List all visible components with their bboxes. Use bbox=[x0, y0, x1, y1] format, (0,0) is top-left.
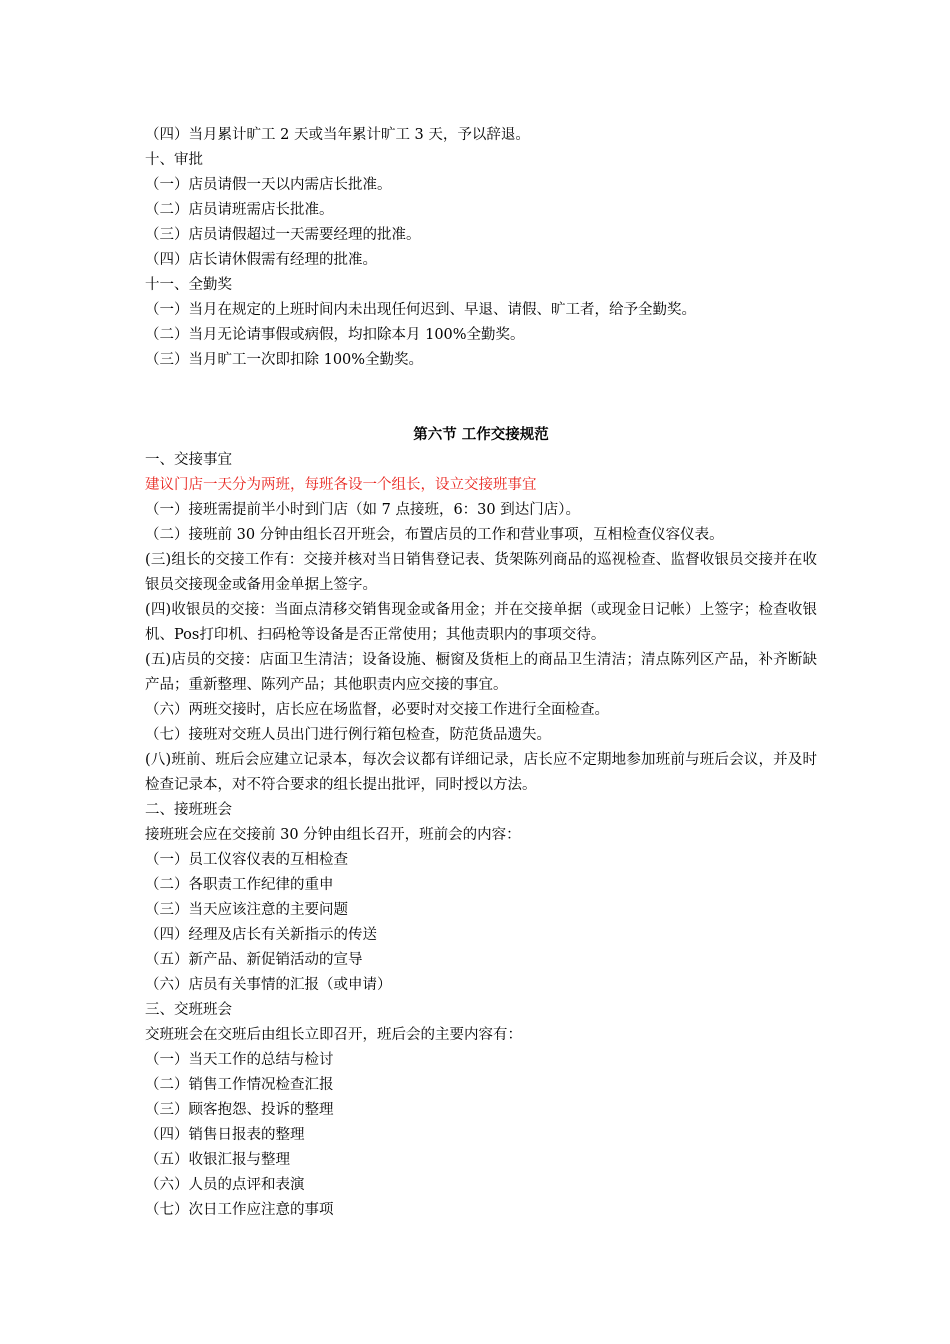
meeting-item: （三）当天应该注意的主要问题 bbox=[145, 902, 348, 918]
rule-line: （四）店长请休假需有经理的批准。 bbox=[145, 252, 377, 268]
meeting-intro: 交班班会在交班后由组长立即召开，班后会的主要内容有： bbox=[145, 1027, 522, 1043]
subheading-shift-start-meeting: 二、接班班会 bbox=[145, 802, 232, 818]
handover-item: (八)班前、班后会应建立记录本，每次会议都有详细记录，店长应不定期地参加班前与班后会议，并及时检查记录本，对不符合要求的组长提出批评，同时授以方法。 bbox=[145, 752, 817, 793]
meeting-item: （六）店员有关事情的汇报（或申请） bbox=[145, 977, 392, 993]
section-heading-approval: 十、审批 bbox=[145, 152, 203, 168]
rule-line: （四）当月累计旷工 2 天或当年累计旷工 3 天，予以辞退。 bbox=[145, 127, 530, 143]
meeting-item: （一）员工仪容仪表的互相检查 bbox=[145, 852, 348, 868]
handover-item: (四)收银员的交接：当面点清移交销售现金或备用金；并在交接单据（或现金日记帐）上签字；检查收银机、Pos打印机、扫码枪等设备是否正常使用；其他责职内的事项交待。 bbox=[145, 602, 817, 643]
handover-item: (五)店员的交接：店面卫生清洁；设备设施、橱窗及货柜上的商品卫生清洁；清点陈列区产品，补齐断缺产品；重新整理、陈列产品；其他职责内应交接的事宜。 bbox=[145, 652, 817, 693]
suggestion-line: 建议门店一天分为两班，每班各设一个组长，设立交接班事宜 bbox=[145, 477, 537, 493]
rule-line: （二）店员请班需店长批准。 bbox=[145, 202, 334, 218]
attendance-rules-block bbox=[145, 123, 817, 373]
meeting-item: （一）当天工作的总结与检讨 bbox=[145, 1052, 334, 1068]
meeting-item: （二）各职责工作纪律的重申 bbox=[145, 877, 334, 893]
meeting-item: （六）人员的点评和表演 bbox=[145, 1177, 305, 1193]
handover-item: （二）接班前 30 分钟由组长召开班会，布置店员的工作和营业事项，互相检查仪容仪表。 bbox=[145, 527, 724, 543]
section-six-title: 第六节 工作交接规范 bbox=[413, 426, 549, 443]
rule-line: （二）当月无论请事假或病假，均扣除本月 100%全勤奖。 bbox=[145, 327, 525, 343]
subheading-handover: 一、交接事宜 bbox=[145, 452, 232, 468]
meeting-item: （七）次日工作应注意的事项 bbox=[145, 1202, 334, 1218]
meeting-item: （二）销售工作情况检查汇报 bbox=[145, 1077, 334, 1093]
handover-item: （一）接班需提前半小时到门店（如 7 点接班，6：30 到达门店）。 bbox=[145, 502, 580, 518]
rule-line: （一）店员请假一天以内需店长批准。 bbox=[145, 177, 392, 193]
rule-line: （三）当月旷工一次即扣除 100%全勤奖。 bbox=[145, 352, 424, 368]
meeting-item: （四）销售日报表的整理 bbox=[145, 1127, 305, 1143]
rule-line: （一）当月在规定的上班时间内未出现任何迟到、早退、请假、旷工者，给予全勤奖。 bbox=[145, 302, 696, 318]
meeting-item: （五）新产品、新促销活动的宣导 bbox=[145, 952, 363, 968]
subheading-shift-end-meeting: 三、交班班会 bbox=[145, 1002, 232, 1018]
handover-item: （六）两班交接时，店长应在场监督，必要时对交接工作进行全面检查。 bbox=[145, 702, 609, 718]
meeting-item: （三）顾客抱怨、投诉的整理 bbox=[145, 1102, 334, 1118]
handover-item: (三)组长的交接工作有：交接并核对当日销售登记表、货架陈列商品的巡视检查、监督收银员交接并在收银员交接现金或备用金单据上签字。 bbox=[145, 552, 817, 593]
rule-line: （三）店员请假超过一天需要经理的批准。 bbox=[145, 227, 421, 243]
meeting-item: （五）收银汇报与整理 bbox=[145, 1152, 290, 1168]
handover-block bbox=[145, 448, 817, 1223]
meeting-intro: 接班班会应在交接前 30 分钟由组长召开，班前会的内容： bbox=[145, 827, 521, 843]
handover-item: （七）接班对交班人员出门进行例行箱包检查，防范货品遗失。 bbox=[145, 727, 551, 743]
section-heading-attendance-bonus: 十一、全勤奖 bbox=[145, 277, 232, 293]
meeting-item: （四）经理及店长有关新指示的传送 bbox=[145, 927, 377, 943]
